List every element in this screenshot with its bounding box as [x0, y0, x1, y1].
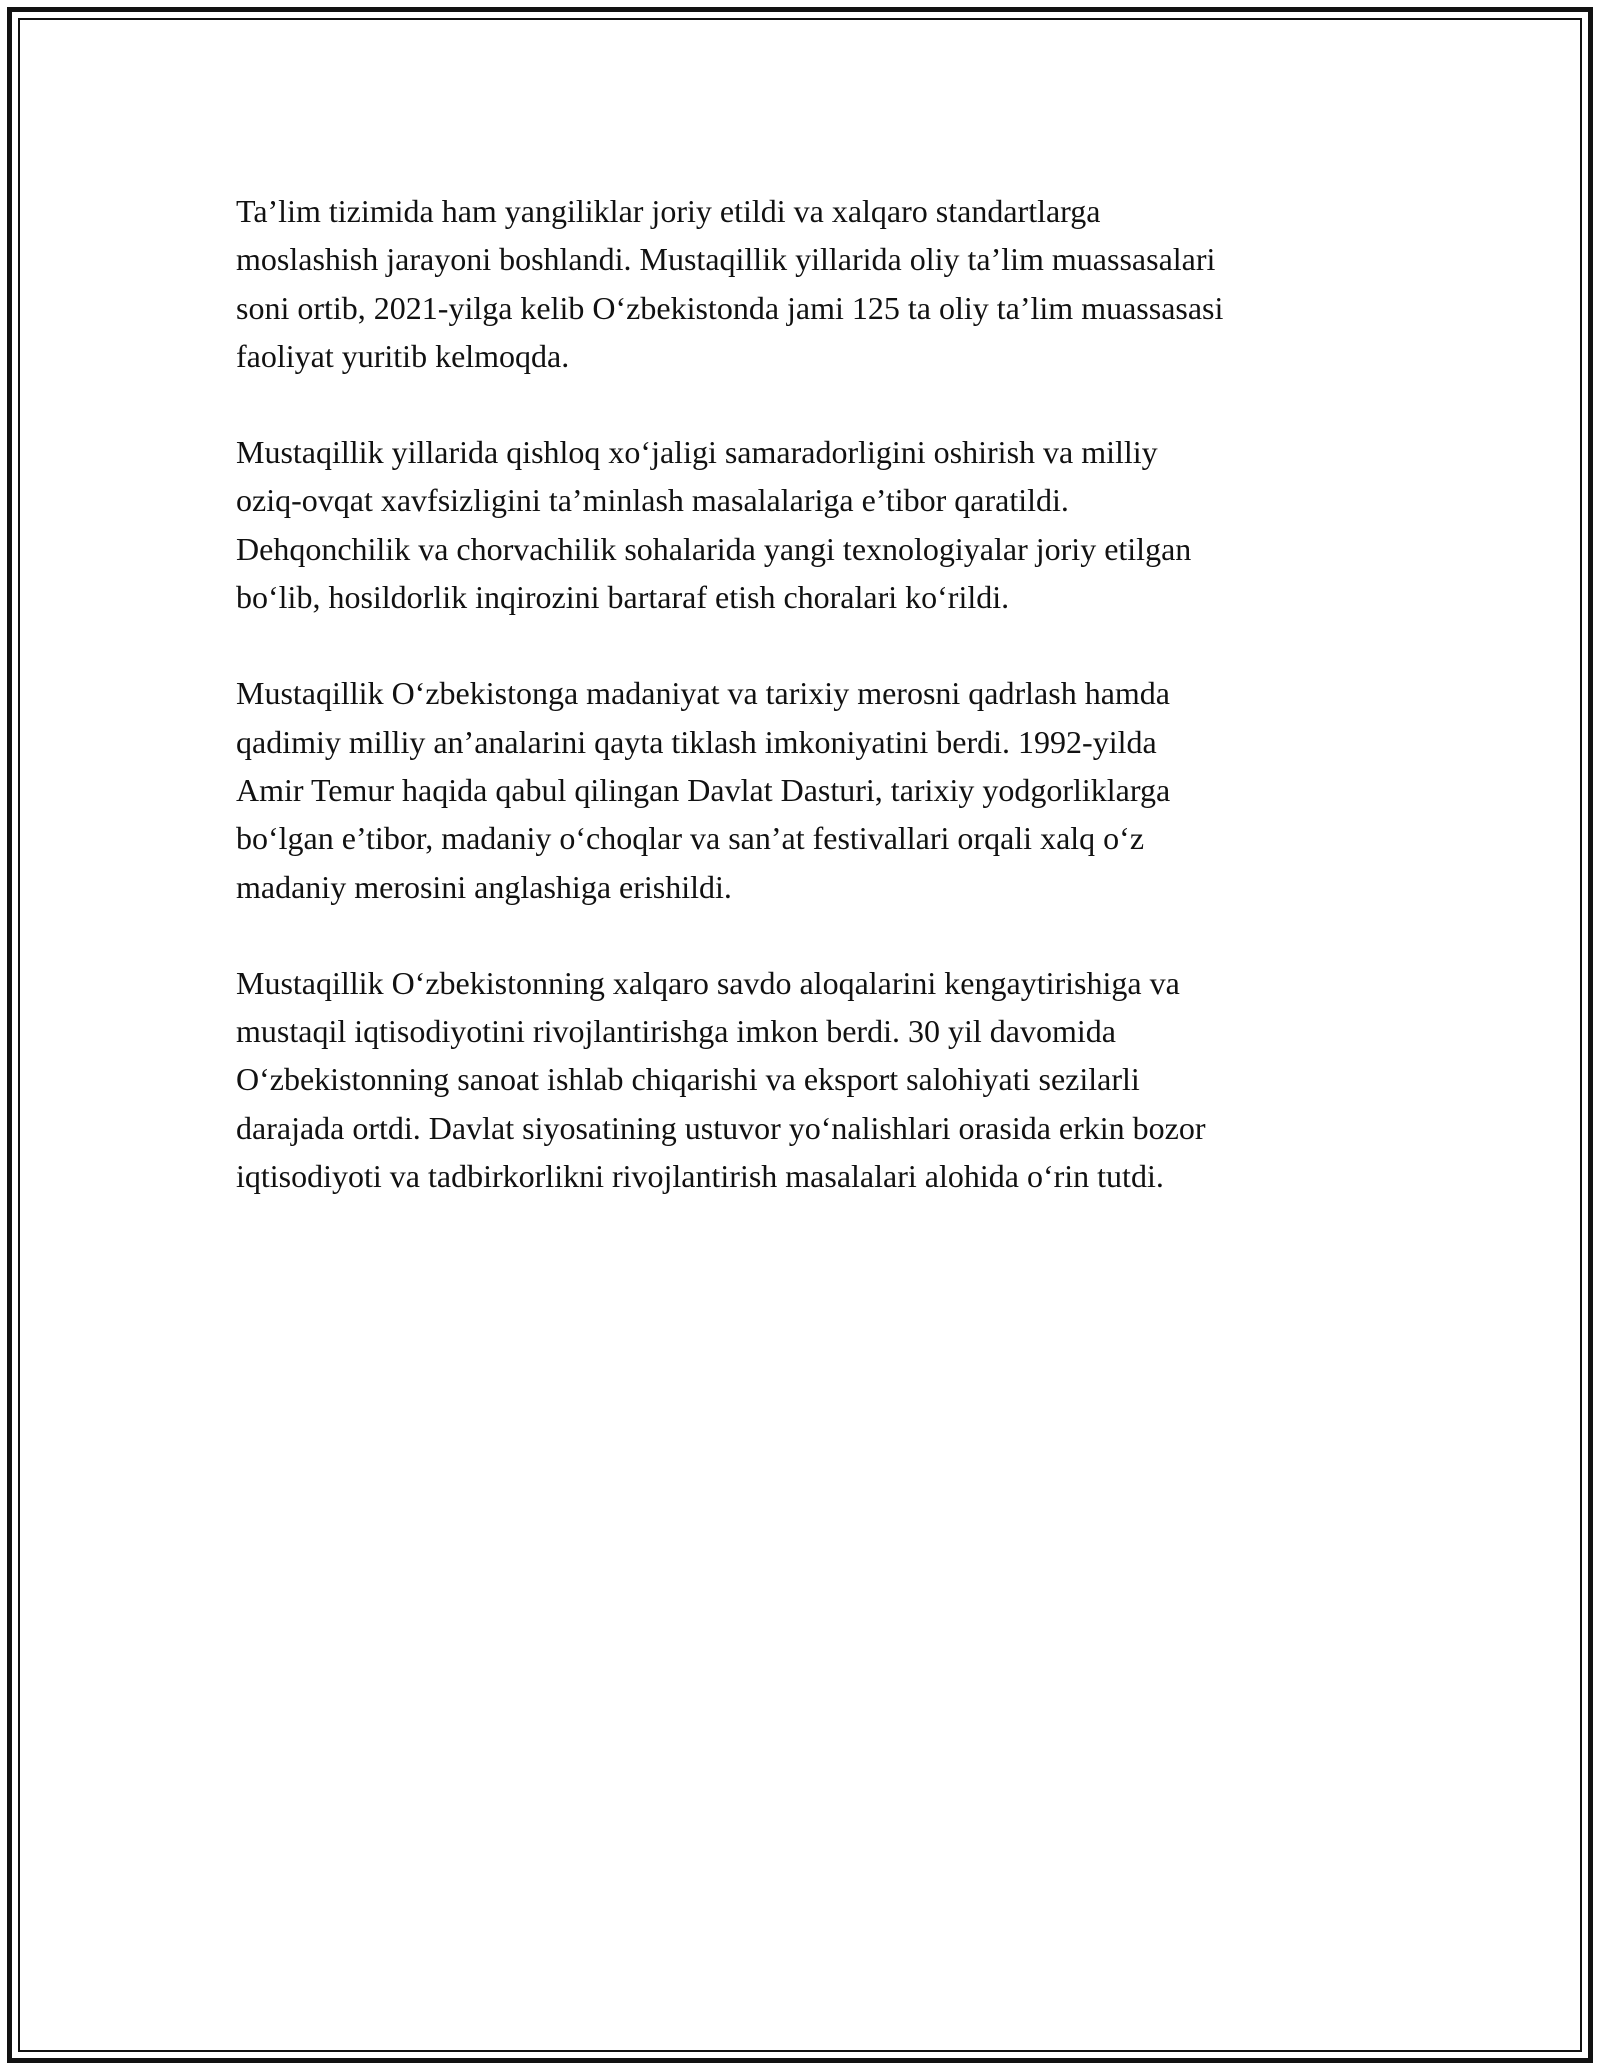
paragraph-line: qadimiy milliy an’analarini qayta tiklash imkoniyatini berdi. 1992-yilda	[236, 723, 1157, 760]
paragraph-line: Mustaqillik O‘zbekistonga madaniyat va tarixiy merosni qadrlash hamda	[236, 675, 1170, 712]
paragraph-line: Amir Temur haqida qabul qilingan Davlat Dasturi, tarixiy yodgorliklarga	[236, 771, 1171, 808]
paragraph-line: madaniy merosini anglashiga erishildi.	[236, 868, 732, 905]
paragraph-line: darajada ortdi. Davlat siyosatining ustuvor yo‘nalishlari orasida erkin bozor	[236, 1109, 1206, 1146]
paragraph-line: faoliyat yuritib kelmoqda.	[236, 337, 570, 374]
paragraph-trade	[236, 959, 1386, 1200]
paragraph-education	[236, 187, 1386, 380]
paragraph-line: mustaqil iqtisodiyotini rivojlantirishga imkon berdi. 30 yil davomida	[236, 1013, 1116, 1050]
paragraph-line: Dehqonchilik va chorvachilik sohalarida yangi texnologiyalar joriy etilgan	[236, 530, 1192, 567]
paragraph-line: Mustaqillik O‘zbekistonning xalqaro savdo aloqalarini kengaytirishiga va	[236, 964, 1180, 1001]
paragraph-line: Mustaqillik yillarida qishloq xo‘jaligi samaradorligini oshirish va milliy	[236, 434, 1158, 471]
paragraph-line: O‘zbekistonning sanoat ishlab chiqarishi va eksport salohiyati sezilarli	[236, 1061, 1140, 1098]
paragraph-line: iqtisodiyoti va tadbirkorlikni rivojlantirish masalalari alohida o‘rin tutdi.	[236, 1158, 1164, 1195]
paragraph-line: bo‘lib, hosildorlik inqirozini bartaraf etish choralari ko‘rildi.	[236, 579, 1010, 616]
document-body	[236, 187, 1386, 1248]
paragraph-line: oziq-ovqat xavfsizligini ta’minlash masalalariga e’tibor qaratildi.	[236, 482, 1069, 519]
paragraph-line: bo‘lgan e’tibor, madaniy o‘choqlar va san’at festivallari orqali xalq o‘z	[236, 820, 1145, 857]
paragraph-line: moslashish jarayoni boshlandi. Mustaqillik yillarida oliy ta’lim muassasalari	[236, 241, 1216, 278]
paragraph-line: Ta’lim tizimida ham yangiliklar joriy etildi va xalqaro standartlarga	[236, 193, 1101, 229]
paragraph-agriculture	[236, 428, 1386, 621]
paragraph-line: soni ortib, 2021-yilga kelib O‘zbekistonda jami 125 ta oliy ta’lim muassasasi	[236, 289, 1224, 326]
paragraph-culture	[236, 669, 1386, 910]
